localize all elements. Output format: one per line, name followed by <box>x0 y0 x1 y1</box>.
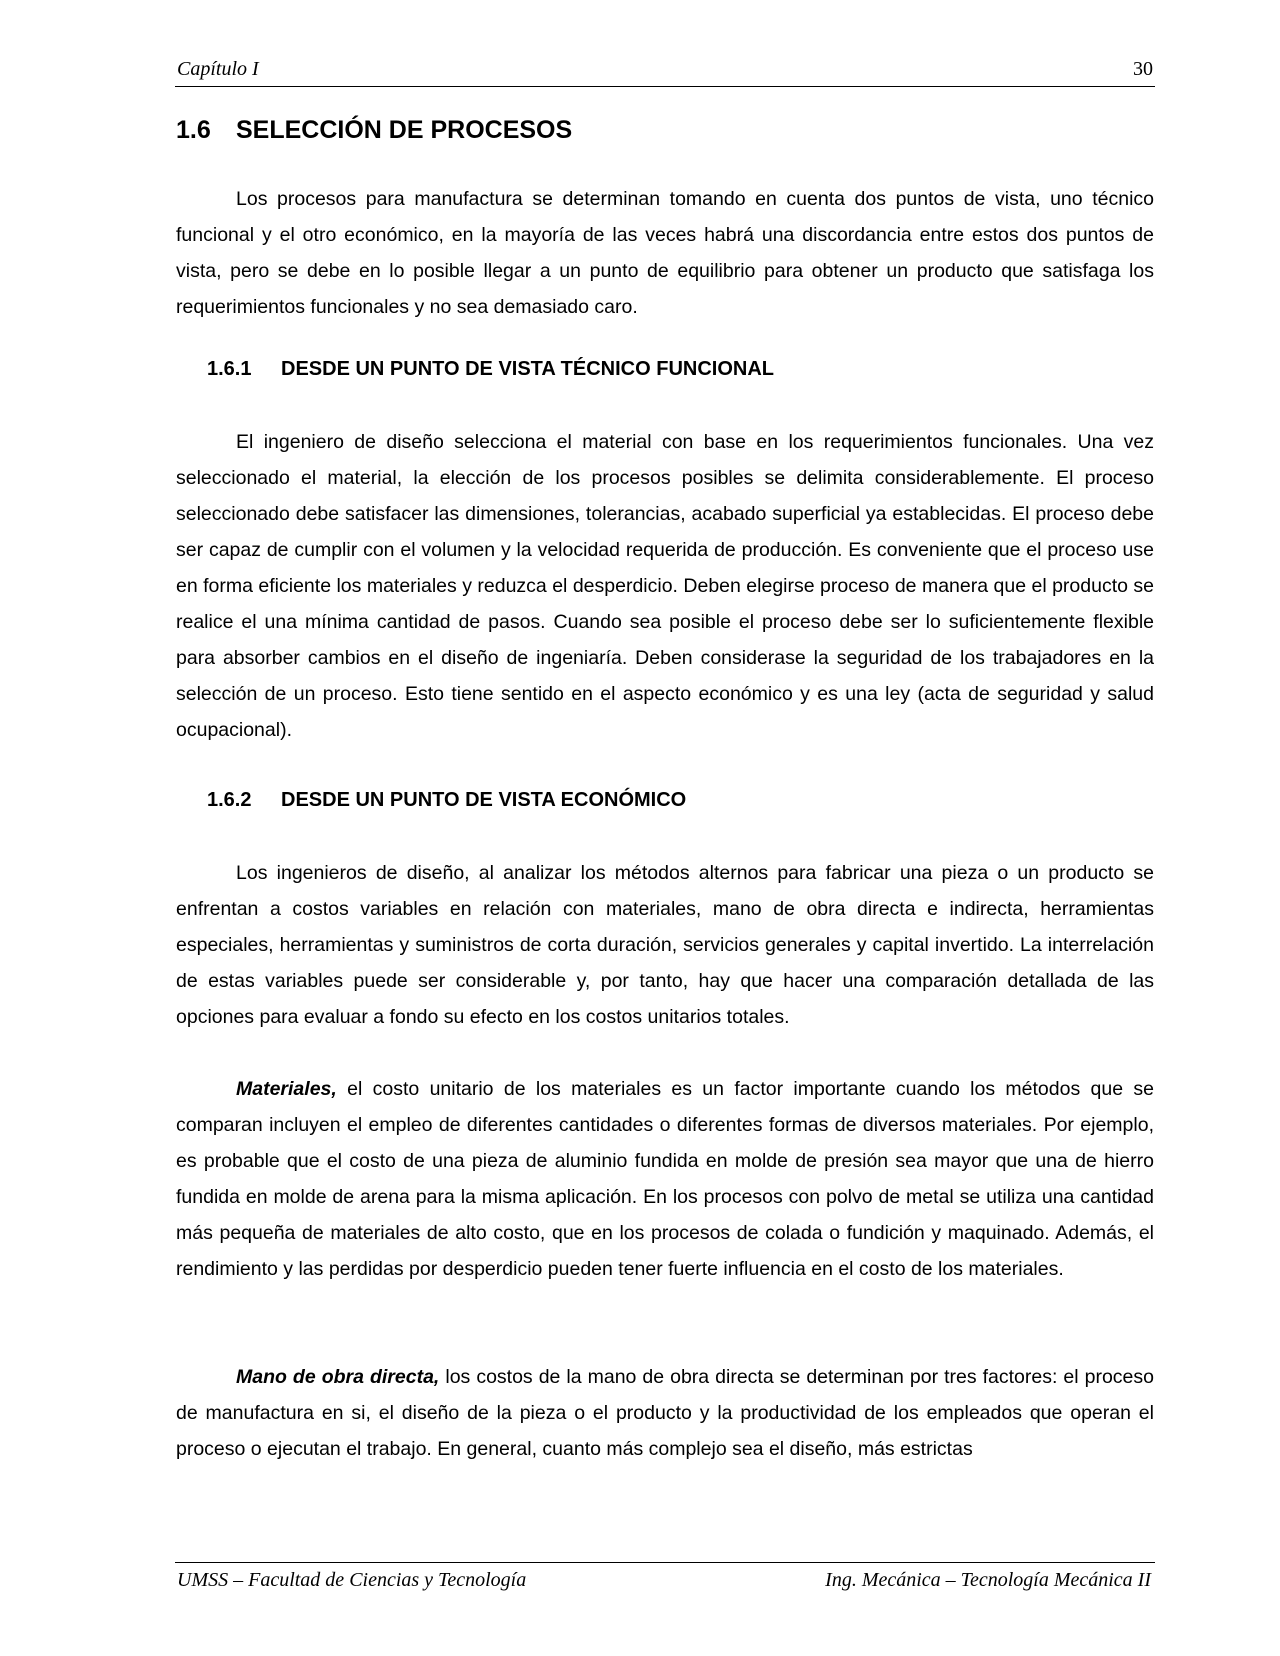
footer-institution: UMSS – Facultad de Ciencias y Tecnología <box>177 1569 527 1591</box>
mano-de-obra-text: los costos de la mano de obra directa se determinan por tres factores: el proceso de manufactura en si, el diseño de la pieza o el producto y la productividad de los empleados que operan el proceso o ejecutan el trabajo. En general, cuanto más complejo sea el diseño, más estrictas <box>176 1366 1155 1460</box>
section-title: SELECCIÓN DE PROCESOS <box>236 116 573 144</box>
footer-course: Ing. Mecánica – Tecnología Mecánica II <box>825 1569 1151 1591</box>
subsection-1-number: 1.6.1 <box>207 358 252 380</box>
subsection-1-heading <box>207 358 774 381</box>
page-footer <box>175 1562 1155 1593</box>
mano-de-obra-paragraph <box>176 1359 1154 1467</box>
intro-paragraph: Los procesos para manufactura se determinan tomando en cuenta dos puntos de vista, uno técnico funcional y el otro económico, en la mayoría de las veces habrá una discordancia entre estos dos puntos de vista, pero se debe en lo posible llegar a un punto de equilibrio para obtener un producto que satisfaga los requerimientos funcionales y no sea demasiado caro. <box>176 188 1154 318</box>
subsection-1-paragraph: El ingeniero de diseño selecciona el material con base en los requerimientos funcionales. Una vez seleccionado el material, la elección de los procesos posibles se delimita considerablemente. El proceso seleccionado debe satisfacer las dimensiones, tolerancias, acabado superficial ya establecidas. El proceso debe ser capaz de cumplir con el volumen y la velocidad requerida de producción. Es conveniente que el proceso use en forma eficiente los materiales y reduzca el desperdicio. Deben elegirse proceso de manera que el producto se realice el una mínima cantidad de pasos. Cuando sea posible el proceso debe ser lo suficientemente flexible para absorber cambios en el diseño de ingeniaría. Deben considerase la seguridad de los trabajadores en la selección de un proceso. Esto tiene sentido en el aspecto económico y es una ley (acta de seguridad y salud ocupacional). <box>176 431 1154 741</box>
chapter-label: Capítulo I <box>177 58 259 80</box>
subsection-2-number: 1.6.2 <box>207 789 252 811</box>
subsection-2-paragraph: Los ingenieros de diseño, al analizar los métodos alternos para fabricar una pieza o un producto se enfrentan a costos variables en relación con materiales, mano de obra directa e indirecta, herramientas especiales, herramientas y suministros de corta duración, servicios generales y capital invertido. La interrelación de estas variables puede ser considerable y, por tanto, hay que hacer una comparación detallada de las opciones para evaluar a fondo su efecto en los costos unitarios totales. <box>176 862 1154 1028</box>
subsection-2-title: DESDE UN PUNTO DE VISTA ECONÓMICO <box>281 789 687 811</box>
mano-de-obra-lead: Mano de obra directa, <box>236 1366 440 1388</box>
subsection-2-heading <box>207 789 686 812</box>
page-header <box>175 58 1155 87</box>
section-number: 1.6 <box>176 116 211 144</box>
page-number: 30 <box>1133 58 1153 80</box>
materiales-text: el costo unitario de los materiales es un factor importante cuando los métodos que se comparan incluyen el empleo de diferentes cantidades o diferentes formas de diversos materiales. Por ejemplo, es probable que el costo de una pieza de aluminio fundida en molde de presión sea mayor que una de hierro fundida en molde de arena para la misma aplicación. En los procesos con polvo de metal se utiliza una cantidad más pequeña de materiales de alto costo, que en los procesos de colada o fundición y maquinado. Además, el rendimiento y las perdidas por desperdicio pueden tener fuerte influencia en el costo de los materiales. <box>176 1078 1154 1280</box>
subsection-1-title: DESDE UN PUNTO DE VISTA TÉCNICO FUNCIONAL <box>281 358 774 380</box>
section-heading <box>176 116 572 145</box>
materiales-lead: Materiales, <box>236 1078 337 1100</box>
materiales-paragraph <box>176 1071 1154 1287</box>
